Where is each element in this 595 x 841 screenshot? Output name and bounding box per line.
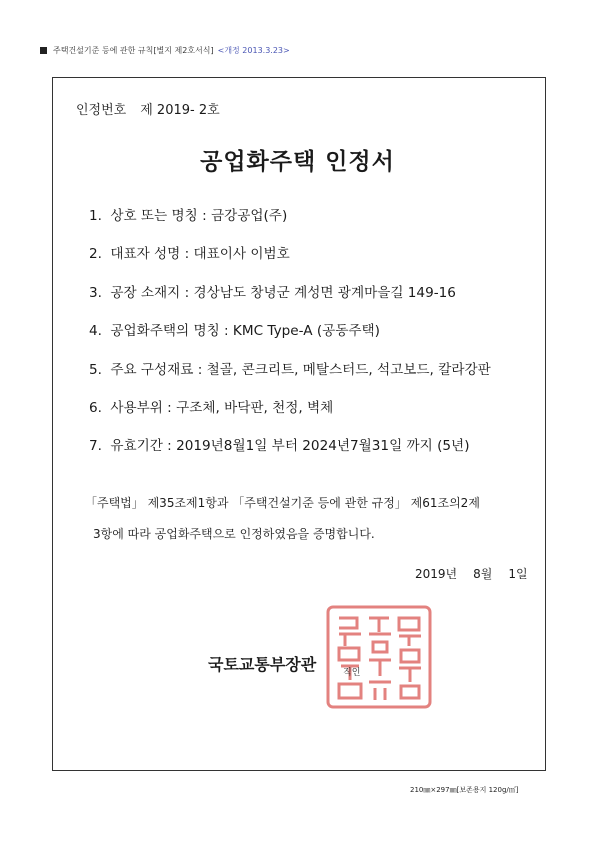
item-text: 유효기간 : 2019년8월1일 부터 2024년7월31일 까지 (5년) [110, 438, 470, 455]
item-number: 2. [89, 246, 102, 263]
revision-note: <개정 2013.3.23> [217, 46, 290, 55]
certification-number [76, 99, 234, 118]
item-text: 상호 또는 명칭 : 금강공업(주) [110, 208, 288, 224]
item-factory-address [89, 281, 491, 319]
item-number: 6. [89, 399, 102, 416]
date-day: 1일 [508, 567, 528, 581]
certification-statement [85, 488, 525, 550]
item-company-name [89, 204, 491, 242]
item-text: 공업화주택의 명칭 : KMC Type-A (공동주택) [110, 323, 380, 340]
item-text: 대표자 성명 : 대표이사 이범호 [110, 246, 290, 263]
item-number: 1. [89, 208, 102, 224]
official-seal-icon [325, 604, 433, 710]
item-validity-period [89, 434, 491, 472]
cert-no-label: 인정번호 [76, 103, 127, 118]
square-bullet-icon [40, 47, 47, 54]
item-materials [89, 358, 491, 396]
item-text: 공장 소재지 : 경상남도 창녕군 계성면 광계마을길 149-16 [110, 284, 456, 301]
form-header [40, 45, 290, 56]
item-text: 주요 구성재료 : 철골, 콘크리트, 메탈스터드, 석고보드, 칼라강판 [110, 361, 491, 378]
seal-label: 직인 [343, 668, 361, 678]
page-title: 공업화주택 인정서 [200, 149, 395, 175]
item-housing-name [89, 319, 491, 357]
paper-specification: 210㎜×297㎜[보존용지 120g/㎡] [410, 786, 519, 794]
item-number: 7. [89, 438, 102, 455]
statement-line-1: 「주택법」 제35조제1항과 「주택건설기준 등에 관한 규정」 제61조의2제 [85, 496, 480, 510]
item-text: 사용부위 : 구조체, 바닥판, 천정, 벽체 [110, 399, 334, 416]
item-representative [89, 242, 491, 280]
date-year: 2019년 [415, 567, 458, 581]
issuing-authority: 국토교통부장관 [208, 655, 317, 674]
issue-date [415, 565, 544, 582]
item-number: 3. [89, 284, 102, 301]
date-month: 8월 [473, 567, 493, 581]
item-number: 4. [89, 323, 102, 340]
cert-no-value: 제 2019- 2호 [140, 103, 220, 118]
item-usage-parts [89, 396, 491, 434]
item-number: 5. [89, 361, 102, 378]
statement-line-2: 3항에 따라 공업화주택으로 인정하였음을 증명합니다. [93, 527, 375, 541]
certificate-items [89, 204, 491, 473]
form-header-text: 주택건설기준 등에 관한 규칙[별지 제2호서식] [53, 46, 214, 55]
